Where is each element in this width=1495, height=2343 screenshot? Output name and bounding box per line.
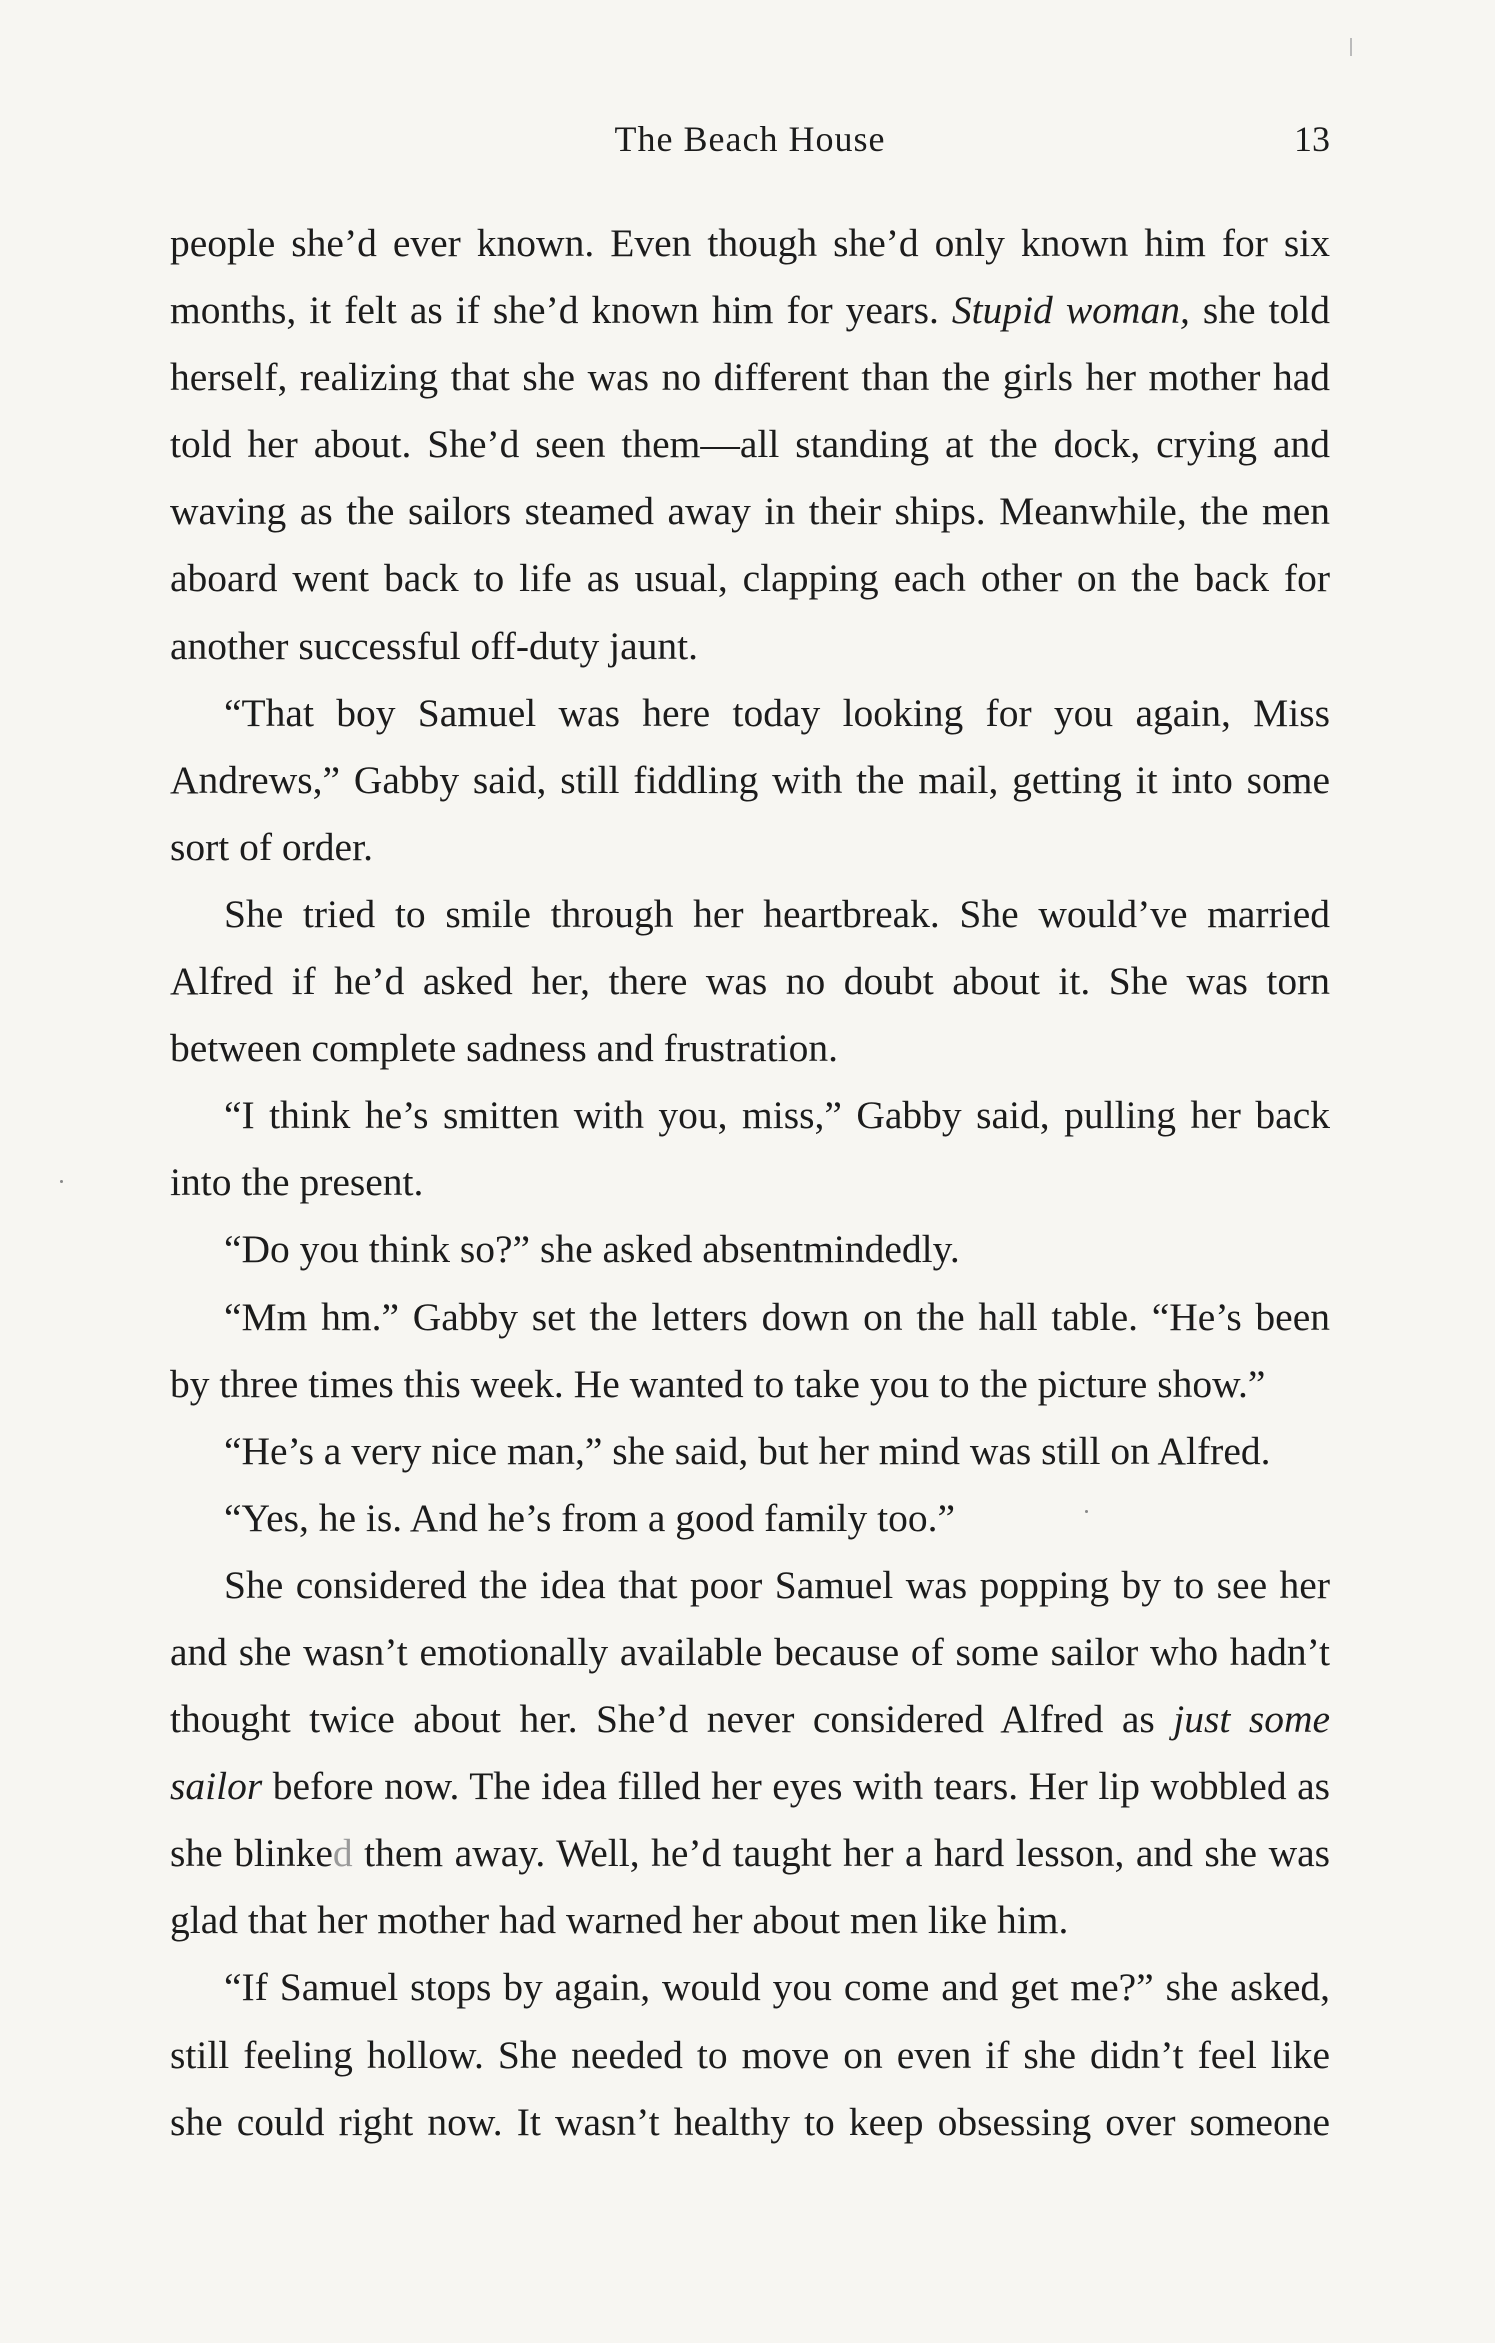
text-run: “Do you think so?” she asked absentmindedly. bbox=[224, 1227, 960, 1272]
text-run: d bbox=[332, 1831, 353, 1876]
paragraph bbox=[170, 1954, 1330, 2155]
text-run: people she’d ever known. Even though she’d only known him for six months, it felt as if she’d known him for years. bbox=[170, 221, 1330, 333]
paragraph bbox=[170, 881, 1330, 1082]
italic-text: Stupid woman, bbox=[951, 288, 1190, 333]
text-run: She considered the idea that poor Samuel was popping by to see her and she wasn’t emotionally available because of some sailor who hadn’t thought twice about her. She’d never considered Alfred as bbox=[170, 1562, 1330, 1742]
scan-speck bbox=[60, 1180, 63, 1183]
text-run: them away. Well, he’d taught her a hard lesson, and she was glad that her mother had warned her about men like him. bbox=[170, 1831, 1331, 1943]
paragraph bbox=[170, 1552, 1330, 1955]
text-run: “If Samuel stops by again, would you come and get me?” she asked, still feeling hollow. She needed to move on even if she didn’t feel like she could right now. It wasn’t healthy to keep obsessing over someone bbox=[170, 1965, 1330, 2144]
body-text bbox=[170, 210, 1330, 2156]
text-run: she told herself, realizing that she was no different than the girls her mother had told her about. She’d seen them—all standing at the dock, crying and waving as the sailors steamed away in their ships. Meanwhile, the men aboard went back to life as usual, clapping each other on the back for another successful off-duty jaunt. bbox=[170, 288, 1330, 668]
paragraph bbox=[170, 1284, 1330, 1418]
paragraph bbox=[170, 1216, 1330, 1283]
italic-text: just some sailor bbox=[170, 1697, 1330, 1809]
text-run: She tried to smile through her heartbreak. She would’ve married Alfred if he’d asked her, there was no doubt about it. She was torn between complete sadness and frustration. bbox=[170, 891, 1330, 1071]
paragraph bbox=[170, 210, 1330, 680]
text-run: “Yes, he is. And he’s from a good family too.” bbox=[224, 1495, 956, 1540]
text-run: “That boy Samuel was here today looking for you again, Miss Andrews,” Gabby said, still fiddling with the mail, getting it into some sort of order. bbox=[170, 690, 1330, 869]
paragraph bbox=[170, 1485, 1330, 1552]
paragraph bbox=[170, 680, 1330, 881]
page-number: 13 bbox=[1294, 119, 1330, 159]
text-run: “He’s a very nice man,” she said, but her mind was still on Alfred. bbox=[224, 1428, 1271, 1473]
scan-speck bbox=[1085, 1510, 1088, 1513]
paragraph bbox=[170, 1082, 1330, 1216]
text-run: “I think he’s smitten with you, miss,” Gabby said, pulling her back into the present. bbox=[170, 1093, 1330, 1205]
text-run: before now. The idea filled her eyes with tears. Her lip wobbled as she blinke bbox=[170, 1764, 1330, 1876]
paragraph bbox=[170, 1418, 1330, 1485]
scan-edge-mark bbox=[1350, 38, 1352, 56]
running-header-title: The Beach House bbox=[614, 119, 886, 159]
running-header bbox=[170, 118, 1330, 168]
text-run: “Mm hm.” Gabby set the letters down on the hall table. “He’s been by three times this week. He wanted to take you to the picture show.” bbox=[170, 1294, 1330, 1406]
